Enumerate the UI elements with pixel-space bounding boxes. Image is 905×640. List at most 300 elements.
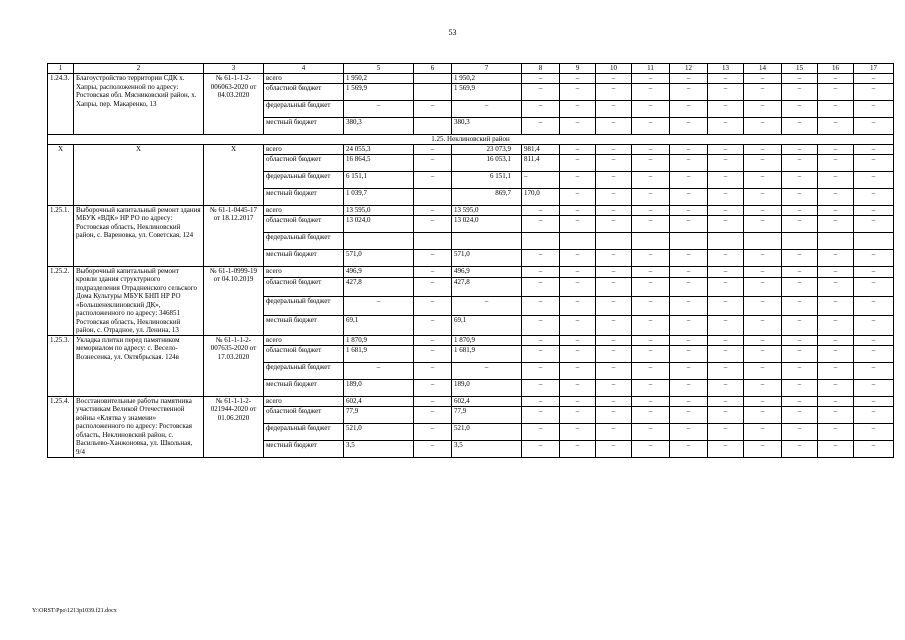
- value-col16: –: [818, 144, 854, 154]
- value-col6: –: [414, 440, 452, 457]
- value-col16: –: [818, 171, 854, 188]
- column-header: 6: [414, 64, 452, 74]
- value-col6: –: [414, 345, 452, 362]
- value-total: 69,1: [344, 316, 414, 335]
- value-col6: –: [414, 362, 452, 379]
- item-name: Укладка плитки перед памятником мемориалом по адресу: с. Весело-Вознесенка, ул. Октябрьская. 124в: [74, 335, 204, 396]
- value-col15: –: [782, 362, 818, 379]
- value-total: 496,9: [344, 266, 414, 277]
- value-col7: 1 681,9: [452, 345, 522, 362]
- value-total: 1 681,9: [344, 345, 414, 362]
- value-total: 1 950,2: [344, 74, 414, 84]
- value-col8: 170,0: [522, 188, 560, 205]
- value-col8: –: [522, 277, 560, 296]
- value-col10: –: [596, 345, 632, 362]
- budget-table: [47, 63, 894, 458]
- value-col10: –: [596, 297, 632, 316]
- value-col13: –: [708, 345, 744, 362]
- value-col17: –: [854, 423, 894, 440]
- value-col7: 1 950,2: [452, 74, 522, 84]
- value-col17: –: [854, 154, 894, 171]
- value-col17: –: [854, 215, 894, 232]
- value-col6: –: [414, 406, 452, 423]
- budget-type: федеральный бюджет: [264, 423, 344, 440]
- item-name: Выборочный капитальный ремонт кровли здания структурного подразделения Отрадненского сельского Дома Культуры МБУК БНП НР РО «Большенеклиновский ДК», расположенного по адресу: 346851 Ростовская область, Неклиновский район, с. Отрадное, ул. Ленина, 13: [74, 266, 204, 335]
- value-col11: –: [632, 423, 670, 440]
- summary-row: [48, 144, 894, 154]
- value-col8: 811,4: [522, 154, 560, 171]
- value-col13: –: [708, 249, 744, 266]
- value-col14: –: [744, 188, 782, 205]
- value-col11: –: [632, 205, 670, 215]
- budget-type: областной бюджет: [264, 154, 344, 171]
- value-total: 24 055,3: [344, 144, 414, 154]
- value-col15: –: [782, 316, 818, 335]
- value-col6: –: [414, 144, 452, 154]
- value-col12: –: [670, 396, 708, 406]
- value-col12: –: [670, 423, 708, 440]
- value-col16: –: [818, 74, 854, 84]
- value-col12: –: [670, 362, 708, 379]
- value-col10: –: [596, 316, 632, 335]
- value-col7: –: [452, 297, 522, 316]
- file-path-footer: Y:\ORST\Ppo\1213p1039.f21.docx: [32, 608, 117, 614]
- item-number: 1.25.3.: [48, 335, 74, 396]
- column-header: 3: [204, 64, 264, 74]
- value-col17: –: [854, 335, 894, 345]
- budget-type: местный бюджет: [264, 188, 344, 205]
- value-col12: –: [670, 171, 708, 188]
- value-col14: –: [744, 266, 782, 277]
- value-col15: –: [782, 188, 818, 205]
- value-col7: 13 024,0: [452, 215, 522, 232]
- value-col11: –: [632, 379, 670, 396]
- value-col13: –: [708, 171, 744, 188]
- value-total: [344, 232, 414, 249]
- value-col9: –: [560, 379, 596, 396]
- value-col11: –: [632, 154, 670, 171]
- table-row: [48, 205, 894, 215]
- value-col13: –: [708, 277, 744, 296]
- budget-type: местный бюджет: [264, 118, 344, 135]
- value-col12: –: [670, 215, 708, 232]
- value-total: 1 870,9: [344, 335, 414, 345]
- value-total: 1 039,7: [344, 188, 414, 205]
- value-col9: –: [560, 440, 596, 457]
- value-col15: –: [782, 406, 818, 423]
- value-col16: –: [818, 423, 854, 440]
- value-col17: –: [854, 379, 894, 396]
- value-col10: –: [596, 118, 632, 135]
- value-col6: –: [414, 396, 452, 406]
- column-header: 17: [854, 64, 894, 74]
- budget-type: всего: [264, 144, 344, 154]
- value-col14: –: [744, 379, 782, 396]
- value-col15: –: [782, 144, 818, 154]
- value-col11: –: [632, 249, 670, 266]
- value-col13: –: [708, 316, 744, 335]
- value-col10: –: [596, 396, 632, 406]
- value-col6: [414, 118, 452, 135]
- item-number: 1.25.2.: [48, 266, 74, 335]
- value-col14: –: [744, 118, 782, 135]
- value-col15: –: [782, 205, 818, 215]
- column-header: 12: [670, 64, 708, 74]
- item-number: 1.25.1.: [48, 205, 74, 266]
- value-col14: –: [744, 154, 782, 171]
- value-col7: 571,0: [452, 249, 522, 266]
- value-col11: –: [632, 362, 670, 379]
- item-name: Восстановительные работы памятника участникам Великой Отечественной войны «Клятва у знамени» расположенного по адресу: Ростовская область, Неклиновский район, с. Васильево-Ханжоновка, ул. Школьная, 9/4: [74, 396, 204, 457]
- column-header: 16: [818, 64, 854, 74]
- column-header: 2: [74, 64, 204, 74]
- value-total: 571,0: [344, 249, 414, 266]
- budget-type: всего: [264, 266, 344, 277]
- column-header: 7: [452, 64, 522, 74]
- column-header: 1: [48, 64, 74, 74]
- value-col15: –: [782, 379, 818, 396]
- item-name: Благоустройство территории СДК х. Хапры, расположенной по адресу: Ростовская обл. Мясниковский район, х. Хапры, пер. Макаренко, 13: [74, 74, 204, 135]
- value-col14: –: [744, 406, 782, 423]
- item-document: № 61-1-1-2-007635-2020 от 17.03.2020: [204, 335, 264, 396]
- value-col6: –: [414, 266, 452, 277]
- value-total: 1 569,9: [344, 84, 414, 101]
- value-col16: –: [818, 101, 854, 118]
- budget-type: местный бюджет: [264, 440, 344, 457]
- value-col13: –: [708, 297, 744, 316]
- value-col8: –: [522, 297, 560, 316]
- value-col13: –: [708, 118, 744, 135]
- budget-type: местный бюджет: [264, 249, 344, 266]
- value-total: 13 024,0: [344, 215, 414, 232]
- value-col15: –: [782, 345, 818, 362]
- value-col17: –: [854, 406, 894, 423]
- x-mark: Х: [204, 144, 264, 205]
- value-col7: 13 595,0: [452, 205, 522, 215]
- value-col17: –: [854, 144, 894, 154]
- budget-type: федеральный бюджет: [264, 101, 344, 118]
- value-col17: –: [854, 101, 894, 118]
- value-col17: –: [854, 188, 894, 205]
- value-col11: [632, 232, 670, 249]
- value-col13: –: [708, 423, 744, 440]
- value-col8: –: [522, 362, 560, 379]
- value-col12: –: [670, 154, 708, 171]
- value-col6: –: [414, 297, 452, 316]
- value-col16: –: [818, 440, 854, 457]
- value-col13: –: [708, 215, 744, 232]
- value-col12: –: [670, 205, 708, 215]
- value-col7: 6 151,1: [452, 171, 522, 188]
- value-col6: [414, 74, 452, 84]
- header-row: [48, 64, 894, 74]
- value-col16: –: [818, 118, 854, 135]
- value-col15: –: [782, 396, 818, 406]
- value-col9: –: [560, 396, 596, 406]
- value-col6: –: [414, 205, 452, 215]
- value-col12: –: [670, 316, 708, 335]
- value-col10: –: [596, 277, 632, 296]
- value-col7: 1 870,9: [452, 335, 522, 345]
- value-col12: [670, 232, 708, 249]
- value-col14: –: [744, 423, 782, 440]
- value-col9: –: [560, 362, 596, 379]
- value-col8: –: [522, 316, 560, 335]
- value-col9: –: [560, 249, 596, 266]
- value-col11: –: [632, 118, 670, 135]
- value-col10: –: [596, 215, 632, 232]
- value-col17: –: [854, 266, 894, 277]
- value-col9: –: [560, 345, 596, 362]
- value-col11: –: [632, 188, 670, 205]
- value-col8: –: [522, 249, 560, 266]
- column-header: 9: [560, 64, 596, 74]
- value-col17: –: [854, 277, 894, 296]
- budget-type: областной бюджет: [264, 277, 344, 296]
- value-col12: –: [670, 345, 708, 362]
- value-col9: –: [560, 144, 596, 154]
- value-col12: –: [670, 74, 708, 84]
- value-col15: –: [782, 171, 818, 188]
- value-col14: –: [744, 205, 782, 215]
- value-col15: –: [782, 277, 818, 296]
- value-total: –: [344, 297, 414, 316]
- value-col8: –: [522, 335, 560, 345]
- value-col9: –: [560, 84, 596, 101]
- value-col9: –: [560, 316, 596, 335]
- x-mark: Х: [74, 144, 204, 205]
- value-col9: [560, 232, 596, 249]
- budget-type: всего: [264, 205, 344, 215]
- value-col15: –: [782, 266, 818, 277]
- value-col16: –: [818, 297, 854, 316]
- value-col8: –: [522, 406, 560, 423]
- value-col8: –: [522, 74, 560, 84]
- x-mark: Х: [48, 144, 74, 205]
- value-col15: –: [782, 440, 818, 457]
- value-col11: –: [632, 406, 670, 423]
- value-col13: –: [708, 188, 744, 205]
- value-col11: –: [632, 345, 670, 362]
- value-col16: –: [818, 316, 854, 335]
- value-col14: –: [744, 101, 782, 118]
- value-col11: –: [632, 440, 670, 457]
- value-col11: –: [632, 277, 670, 296]
- value-col15: –: [782, 154, 818, 171]
- value-col14: –: [744, 297, 782, 316]
- value-col11: –: [632, 335, 670, 345]
- value-col9: –: [560, 406, 596, 423]
- value-col10: –: [596, 406, 632, 423]
- value-col8: –: [522, 118, 560, 135]
- value-col16: –: [818, 215, 854, 232]
- value-col12: –: [670, 335, 708, 345]
- value-col16: –: [818, 188, 854, 205]
- item-document: № 61-1-0445-17 от 18.12.2017: [204, 205, 264, 266]
- value-col16: –: [818, 396, 854, 406]
- budget-type: всего: [264, 335, 344, 345]
- value-col17: –: [854, 249, 894, 266]
- value-col8: –: [522, 440, 560, 457]
- value-col15: –: [782, 74, 818, 84]
- budget-type: областной бюджет: [264, 215, 344, 232]
- value-col7: 3,5: [452, 440, 522, 457]
- value-col11: –: [632, 144, 670, 154]
- item-number: 1.24.3.: [48, 74, 74, 135]
- value-col12: –: [670, 406, 708, 423]
- value-col15: –: [782, 297, 818, 316]
- value-col7: 869,7: [452, 188, 522, 205]
- value-col9: –: [560, 335, 596, 345]
- value-col16: –: [818, 205, 854, 215]
- value-total: 427,8: [344, 277, 414, 296]
- column-header: 4: [264, 64, 344, 74]
- value-col17: –: [854, 118, 894, 135]
- value-col14: –: [744, 316, 782, 335]
- value-total: 6 151,1: [344, 171, 414, 188]
- value-col16: –: [818, 379, 854, 396]
- budget-type: местный бюджет: [264, 316, 344, 335]
- value-col11: –: [632, 316, 670, 335]
- value-col14: –: [744, 74, 782, 84]
- value-col10: –: [596, 362, 632, 379]
- value-col17: –: [854, 362, 894, 379]
- budget-type: областной бюджет: [264, 406, 344, 423]
- value-col7: –: [452, 362, 522, 379]
- value-col16: –: [818, 277, 854, 296]
- value-col6: –: [414, 316, 452, 335]
- value-col14: –: [744, 396, 782, 406]
- value-col10: –: [596, 335, 632, 345]
- value-col12: –: [670, 249, 708, 266]
- value-col17: –: [854, 84, 894, 101]
- value-col15: –: [782, 249, 818, 266]
- section-row: [48, 135, 894, 145]
- value-col14: –: [744, 277, 782, 296]
- value-col9: –: [560, 215, 596, 232]
- value-col13: –: [708, 379, 744, 396]
- value-col8: –: [522, 205, 560, 215]
- value-col6: [414, 232, 452, 249]
- value-col17: [854, 232, 894, 249]
- value-col8: –: [522, 423, 560, 440]
- value-col14: –: [744, 440, 782, 457]
- value-col9: –: [560, 423, 596, 440]
- value-total: 77,9: [344, 406, 414, 423]
- value-col8: –: [522, 396, 560, 406]
- value-col8: –: [522, 84, 560, 101]
- value-col11: –: [632, 84, 670, 101]
- value-col6: –: [414, 154, 452, 171]
- value-total: 3,5: [344, 440, 414, 457]
- value-col15: –: [782, 335, 818, 345]
- value-col10: –: [596, 423, 632, 440]
- value-col6: –: [414, 379, 452, 396]
- value-col6: [414, 188, 452, 205]
- value-col6: –: [414, 335, 452, 345]
- table-row: [48, 335, 894, 345]
- section-title: 1.25. Неклиновский район: [48, 135, 894, 145]
- value-col14: –: [744, 335, 782, 345]
- value-col17: –: [854, 316, 894, 335]
- value-col8: [522, 232, 560, 249]
- value-col9: –: [560, 118, 596, 135]
- value-col13: –: [708, 74, 744, 84]
- value-total: 16 864,5: [344, 154, 414, 171]
- value-col10: [596, 232, 632, 249]
- value-total: 521,0: [344, 423, 414, 440]
- value-col13: –: [708, 335, 744, 345]
- column-header: 13: [708, 64, 744, 74]
- value-col14: [744, 232, 782, 249]
- value-col9: –: [560, 188, 596, 205]
- value-col12: –: [670, 379, 708, 396]
- value-col11: –: [632, 266, 670, 277]
- item-name: Выборочный капитальный ремонт здания МБУК «ВДК» НР РО по адресу: Ростовская область, Неклиновский район, с. Вареновка, ул. Советская, 124: [74, 205, 204, 266]
- value-col7: [452, 232, 522, 249]
- value-col9: –: [560, 277, 596, 296]
- budget-type: всего: [264, 74, 344, 84]
- value-col17: –: [854, 74, 894, 84]
- column-header: 5: [344, 64, 414, 74]
- value-total: 380,3: [344, 118, 414, 135]
- value-col16: –: [818, 335, 854, 345]
- value-col15: –: [782, 215, 818, 232]
- value-col10: –: [596, 379, 632, 396]
- value-col16: –: [818, 154, 854, 171]
- budget-type: федеральный бюджет: [264, 171, 344, 188]
- value-col14: –: [744, 345, 782, 362]
- value-col17: –: [854, 171, 894, 188]
- value-col16: [818, 232, 854, 249]
- value-col7: 380,3: [452, 118, 522, 135]
- value-col9: –: [560, 205, 596, 215]
- value-total: –: [344, 101, 414, 118]
- value-col10: –: [596, 144, 632, 154]
- value-col15: [782, 232, 818, 249]
- value-total: 602,4: [344, 396, 414, 406]
- item-document: № 61-1-1-2-021944-2020 от 01.06.2020: [204, 396, 264, 457]
- value-total: –: [344, 362, 414, 379]
- value-col13: –: [708, 406, 744, 423]
- value-col16: –: [818, 249, 854, 266]
- budget-type: всего: [264, 396, 344, 406]
- value-col8: –: [522, 266, 560, 277]
- value-col13: [708, 232, 744, 249]
- value-col10: –: [596, 205, 632, 215]
- value-col12: –: [670, 297, 708, 316]
- value-col7: 189,0: [452, 379, 522, 396]
- value-total: 13 595,0: [344, 205, 414, 215]
- value-col15: –: [782, 118, 818, 135]
- value-col10: –: [596, 84, 632, 101]
- value-col13: –: [708, 101, 744, 118]
- value-col9: –: [560, 297, 596, 316]
- value-col11: –: [632, 171, 670, 188]
- value-col12: –: [670, 118, 708, 135]
- value-col13: –: [708, 144, 744, 154]
- value-col11: –: [632, 74, 670, 84]
- value-col8: –: [522, 345, 560, 362]
- value-col10: –: [596, 188, 632, 205]
- value-col13: –: [708, 396, 744, 406]
- value-col13: –: [708, 266, 744, 277]
- value-col12: –: [670, 266, 708, 277]
- value-col11: –: [632, 297, 670, 316]
- value-col7: 427,8: [452, 277, 522, 296]
- value-col10: –: [596, 266, 632, 277]
- value-col11: –: [632, 215, 670, 232]
